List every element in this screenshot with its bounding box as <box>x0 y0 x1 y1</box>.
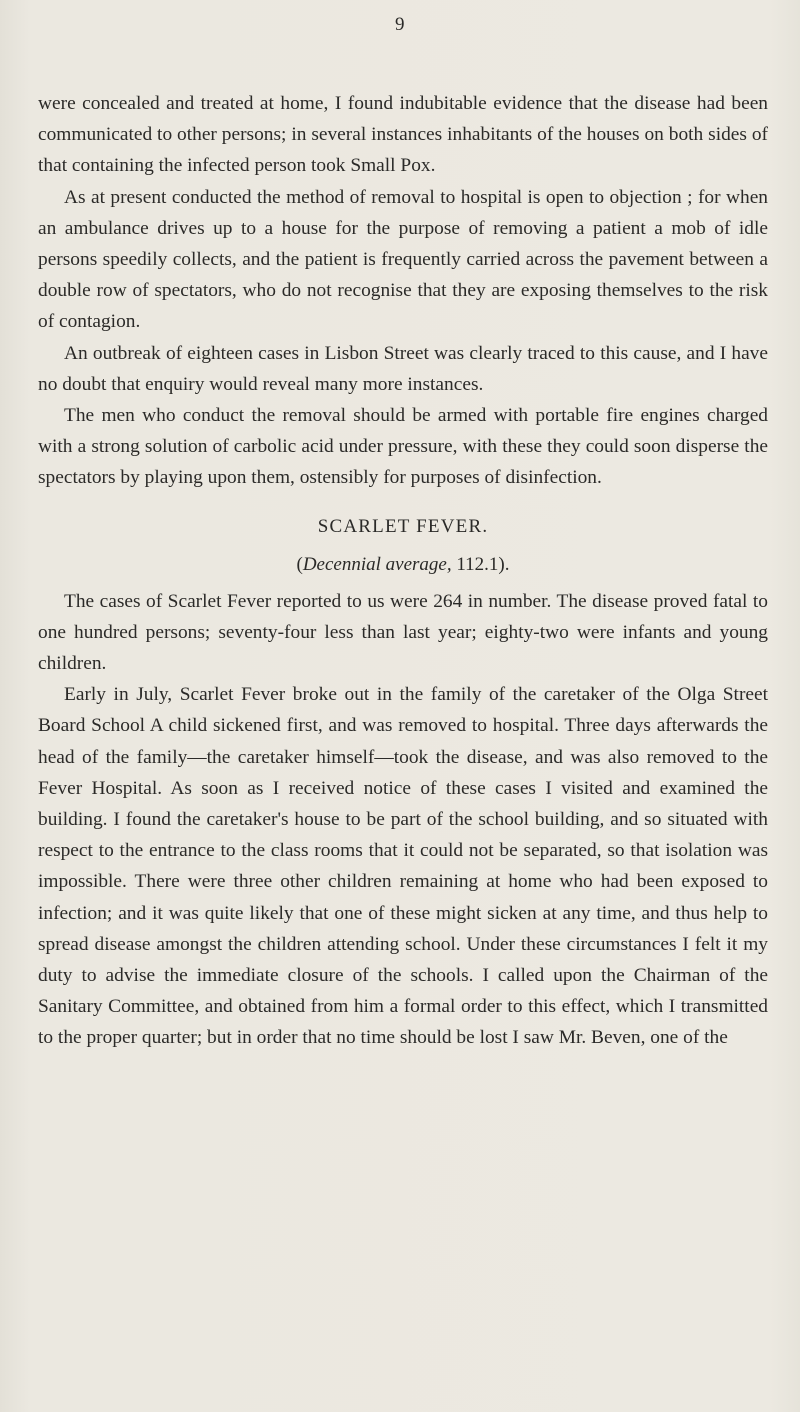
paragraph-fire-engines: The men who conduct the removal should be armed with portable fire engines charged with a strong solution of carbolic acid under pressure, with these they could soon disperse the spectators by playing upon them, ostensibly for purposes of disinfection. <box>38 405 768 489</box>
subheading-open-paren: ( <box>296 553 303 575</box>
section-heading: SCARLET FEVER. <box>317 515 489 537</box>
subheading-italic: Decennial average, <box>302 553 452 575</box>
body-text <box>38 88 768 1054</box>
section-subheading <box>38 550 768 580</box>
paragraph-lisbon-street: An outbreak of eighteen cases in Lisbon Street was clearly traced to this cause, and I have no doubt that enquiry would reveal many more instances. <box>38 342 768 395</box>
page-number: 9 <box>395 14 405 35</box>
paragraph-cases-reported: The cases of Scarlet Fever reported to us were 264 in number. The disease proved fatal to one hundred persons; seventy-four less than last year; eighty-two were infants and young children. <box>38 590 768 675</box>
paragraph-olga-street: Early in July, Scarlet Fever broke out in the family of the caretaker of the Olga Street Board School A child sickened first, and was removed to hospital. Three days afterwards the head of the family—the caretaker himself—took the disease, and was also removed to the Fever Hospital. As soon as I received notice of these cases I visited and examined the building. I found the caretaker's house to be part of the school building, and so situated with respect to the entrance to the class rooms that it could not be separated, so that isolation was impossible. There were three other children remaining at home who had been exposed to infection; and it was quite likely that one of these might sicken at any time, and thus help to spread disease amongst the children attending school. Under these circumstances I felt it my duty to advise the immediate closure of the schools. I called upon the Chairman of the Sanitary Committee, and obtained from him a formal order to this effect, which I transmitted to the proper quarter; but in order that no time should be lost I saw Mr. Beven, one of the <box>38 684 768 1049</box>
paragraph-removal-method: As at present conducted the method of removal to hospital is open to objection ; for when an ambulance drives up to a house for the purpose of removing a patient a mob of idle persons speedily collects, and the patient is frequently carried across the pavement between a double row of spectators, who do not recognise that they are exposing themselves to the risk of contagion. <box>38 186 768 333</box>
paragraph-continuation: were concealed and treated at home, I found indubitable evidence that the disease had been communicated to other persons; in several instances inhabitants of the houses on both sides of that containing the infected person took Small Pox. <box>38 93 768 177</box>
subheading-value: 112.1). <box>451 553 510 575</box>
